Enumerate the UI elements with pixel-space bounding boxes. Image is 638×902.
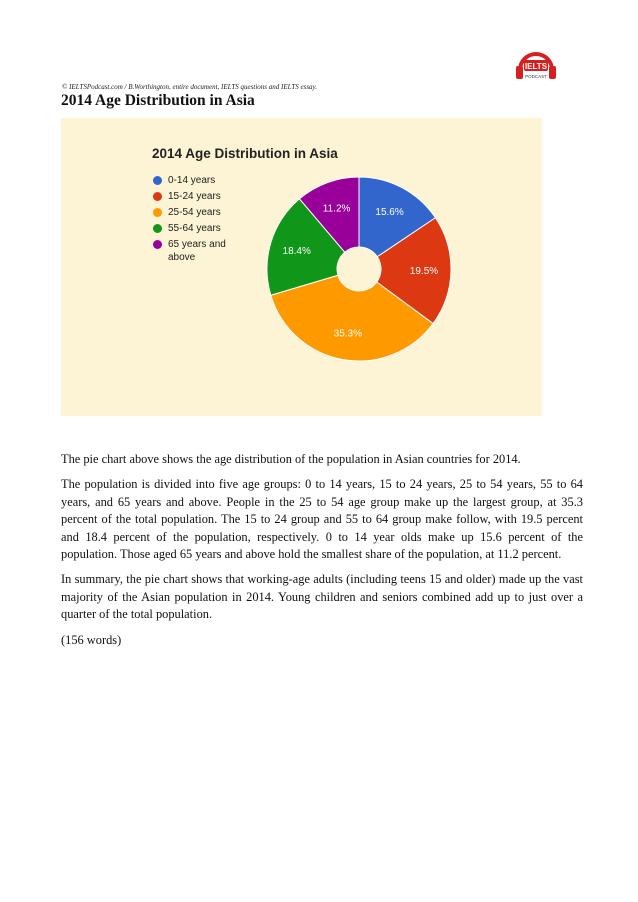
- legend-swatch: [153, 224, 162, 233]
- slice-label-2: 19.5%: [409, 265, 439, 277]
- ielts-podcast-logo: [512, 46, 560, 86]
- legend-label: 55-64 years: [168, 223, 221, 234]
- slice-label-5: 11.2%: [322, 203, 351, 215]
- legend-item-4: [153, 222, 233, 235]
- paragraph-details: The population is divided into five age groups: 0 to 14 years, 15 to 24 years, 25 to 54 years, 55 to 64 years, and 65 years and above. People in the 25 to 54 age group make up the largest group, at 35.3 percent of the total population. The 15 to 24 group and 55 to 64 group make follow, with 19.5 percent and 18.4 percent of the population, respectively. 0 to 14 year olds make up 15.6 percent of the population. Those aged 65 years and above hold the smallest share of the population, at 11.2 percent.: [61, 477, 583, 562]
- chart-legend: [153, 174, 233, 267]
- paragraph-summary: In summary, the pie chart shows that working-age adults (including teens 15 and older) made up the vast majority of the Asian population in 2014. Young children and seniors combined add up to just over a quarter of the total population.: [61, 572, 583, 622]
- legend-item-2: [153, 190, 233, 203]
- legend-item-1: [153, 174, 233, 187]
- copyright-notice: © IELTSPodcast.com / B.Worthington, entire document, IELTS questions and IELTS essay.: [62, 83, 318, 91]
- pie-chart: [61, 118, 542, 416]
- slice-label-1: 15.6%: [375, 207, 404, 219]
- word-count: (156 words): [61, 632, 122, 647]
- legend-item-5: [153, 238, 233, 264]
- slice-label-3: 35.3%: [333, 328, 363, 340]
- legend-label: 65 years and above: [168, 239, 226, 263]
- legend-item-3: [153, 206, 233, 219]
- page-title: 2014 Age Distribution in Asia: [61, 92, 255, 109]
- slice-label-4: 18.4%: [282, 245, 311, 257]
- legend-swatch: [153, 208, 162, 217]
- logo-text: IELTS: [524, 62, 548, 71]
- pie-chart-canvas: [61, 118, 542, 416]
- logo-subtext: PODCAST: [525, 74, 547, 79]
- essay-body: [61, 451, 583, 657]
- legend-label: 0-14 years: [168, 175, 216, 186]
- legend-label: 25-54 years: [168, 207, 221, 218]
- legend-label: 15-24 years: [168, 191, 221, 202]
- legend-swatch: [153, 176, 162, 185]
- legend-swatch: [153, 240, 162, 249]
- chart-title: 2014 Age Distribution in Asia: [152, 146, 338, 161]
- paragraph-intro: The pie chart above shows the age distribution of the population in Asian countries for 2014.: [61, 452, 521, 466]
- legend-swatch: [153, 192, 162, 201]
